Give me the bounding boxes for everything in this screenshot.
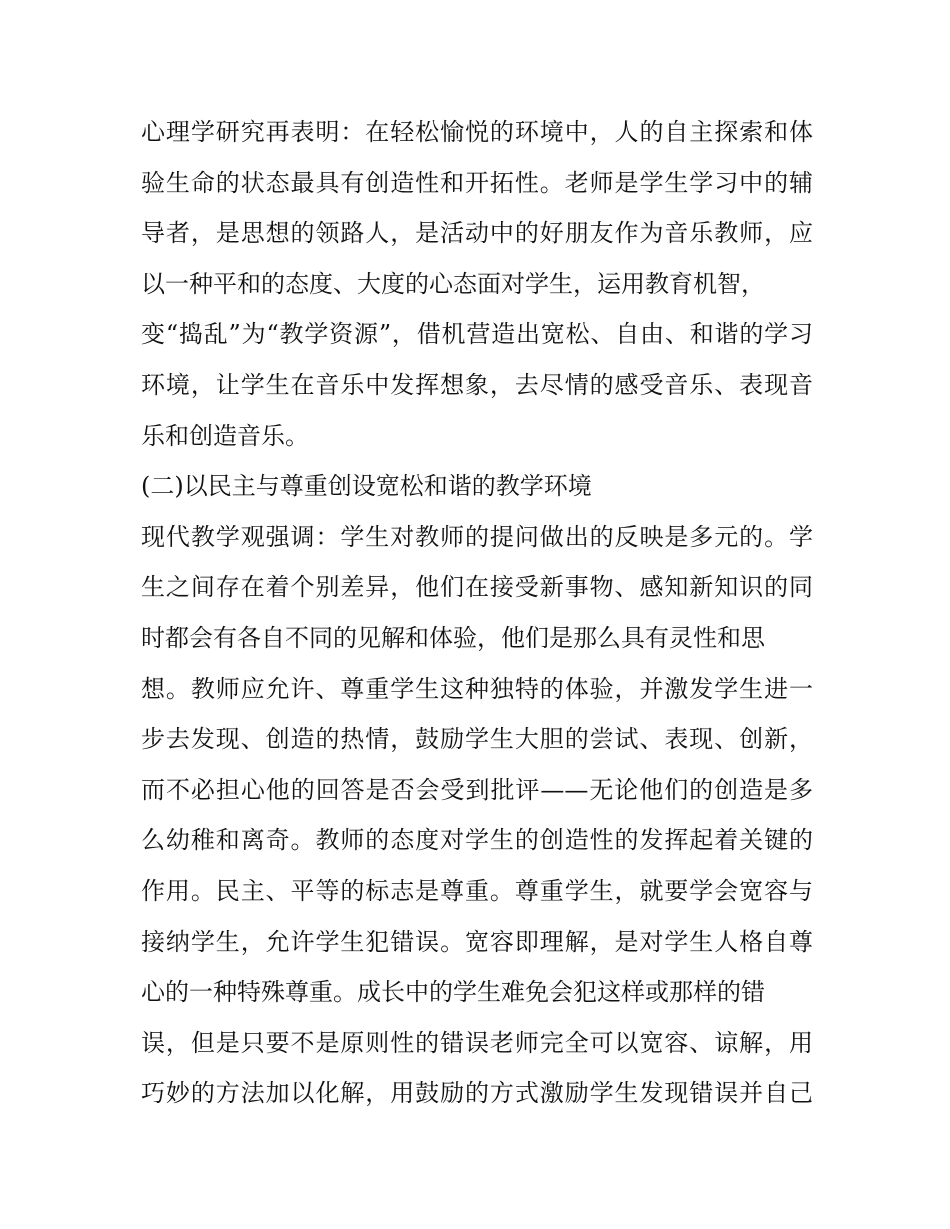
text-line: 导者，是思想的领路人，是活动中的好朋友作为音乐教师，应 [141,219,813,248]
text-line: 心理学研究再表明：在轻松愉悦的环境中，人的自主探索和体 [141,118,813,146]
section-heading: (二)以民主与尊重创设宽松和谐的教学环境 [141,472,592,501]
text-line: 时都会有各自不同的见解和体验，他们是那么具有灵性和思 [141,623,765,652]
text-line: 接纳学生，允许学生犯错误。宽容即理解，是对学生人格自尊 [141,927,813,956]
text-line: 心的一种特殊尊重。成长中的学生难免会犯这样或那样的错 [141,978,765,1007]
text-line: 以一种平和的态度、大度的心态面对学生，运用教育机智， [141,269,765,298]
text-line: 变“捣乱”为“教学资源”，借机营造出宽松、自由、和谐的学习 [141,320,813,349]
text-line: 而不必担心他的回答是否会受到批评——无论他们的创造是多 [141,775,813,804]
text-line: 步去发现、创造的热情，鼓励学生大胆的尝试、表现、创新， [141,725,813,754]
text-line: 环境，让学生在音乐中发挥想象，去尽情的感受音乐、表现音 [141,370,813,399]
text-line: 作用。民主、平等的标志是尊重。尊重学生，就要学会宽容与 [141,876,813,905]
text-line: 乐和创造音乐。 [141,421,309,450]
document-body [141,107,813,1119]
text-line: 么幼稚和离奇。教师的态度对学生的创造性的发挥起着关键的 [141,826,813,855]
text-line: 误，但是只要不是原则性的错误老师完全可以宽容、谅解，用 [141,1028,813,1057]
text-line: 生之间存在着个别差异，他们在接受新事物、感知新知识的同 [141,573,813,602]
text-line: 验生命的状态最具有创造性和开拓性。老师是学生学习中的辅 [141,168,813,197]
text-line: 巧妙的方法加以化解，用鼓励的方式激励学生发现错误并自己 [141,1079,813,1108]
text-line: 现代教学观强调：学生对教师的提问做出的反映是多元的。学 [141,522,813,551]
text-line: 想。教师应允许、尊重学生这种独特的体验，并激发学生进一 [141,674,813,703]
